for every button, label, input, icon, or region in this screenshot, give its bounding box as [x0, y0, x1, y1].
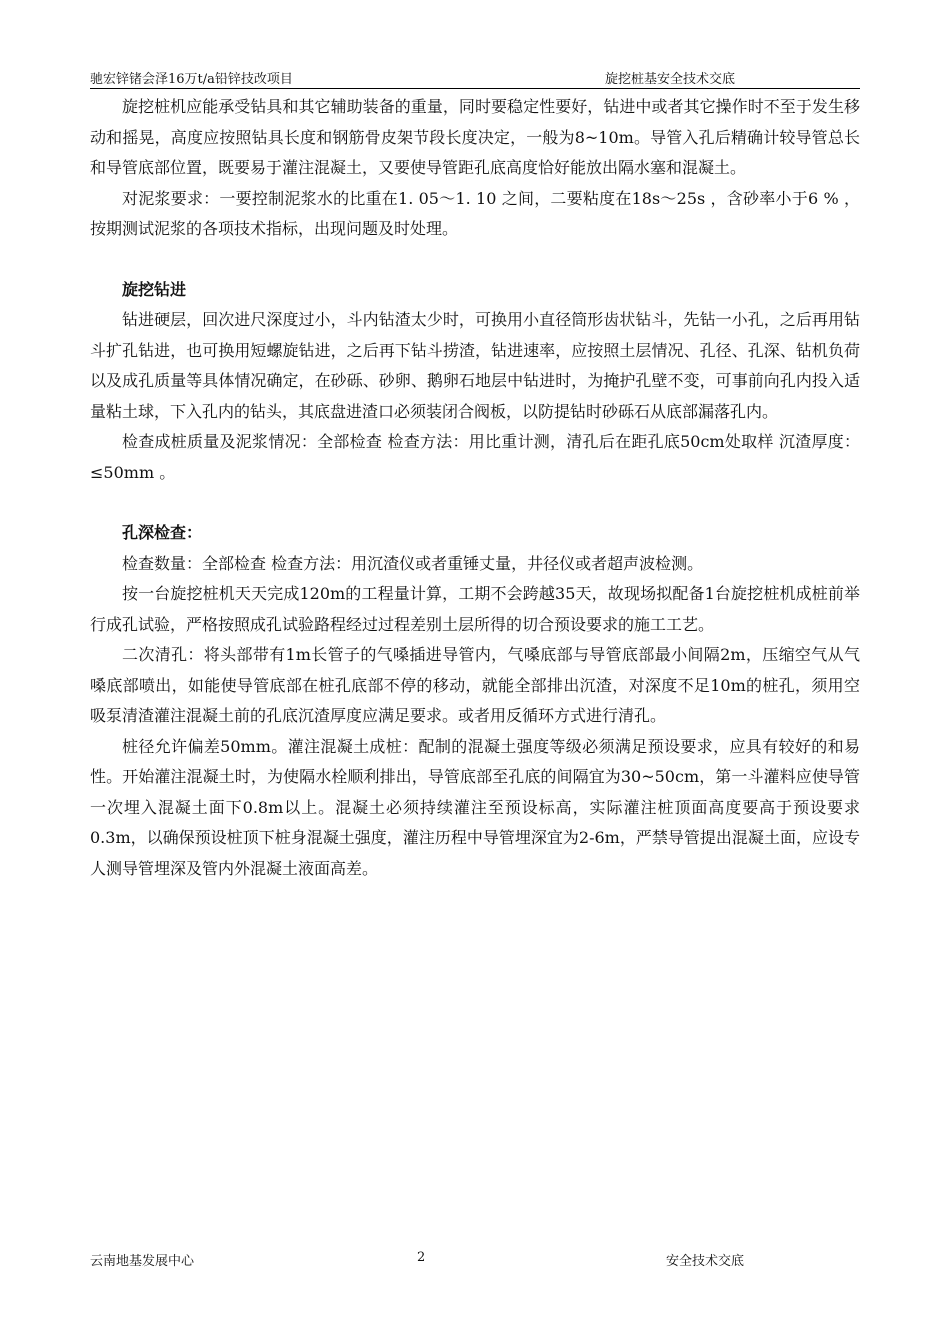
paragraph-drill-rig: 旋挖桩机应能承受钻具和其它辅助装备的重量，同时要稳定性要好，钻进中或者其它操作时不至于发生移动和摇晃，高度应按照钻具长度和钢筋骨皮架节段长度决定，一般为8~10m。导管入孔后精确计较导管总长和导管底部位置，既要易于灌注混凝土，又要使导管距孔底高度恰好能放出隔水塞和混凝土。	[90, 97, 860, 177]
footer-organization: 云南地基发展中心	[90, 1254, 195, 1269]
paragraph-check-quantity: 检查数量：全部检查 检查方法：用沉渣仪或者重锤丈量，井径仪或者超声波检测。	[122, 553, 704, 573]
paragraph-pile-quality-check: 检查成桩质量及泥浆情况：全部检查 检查方法：用比重计测，清孔后在距孔底50cm处取样 沉渣厚度：≤50mm 。	[90, 432, 860, 482]
header-document-title: 旋挖桩基安全技术交底	[605, 72, 736, 87]
paragraph-schedule: 按一台旋挖桩机天天完成120m的工程量计算，工期不会跨越35天，故现场拟配备1台旋挖桩机成桩前举行成孔试验，严格按照成孔试验路程经过过程差别土层所得的切合预设要求的施工工艺。	[90, 584, 860, 634]
paragraph-mud-requirements: 对泥浆要求：一要控制泥浆水的比重在1. 05～1. 10 之间，二要粘度在18s～25s ，含砂率小于6 % ，按期测试泥浆的各项技术指标，出现问题及时处理。	[90, 188, 860, 238]
header-project-title: 驰宏锌锗会泽16万t/a铅锌技改项目	[90, 72, 293, 87]
paragraph-concrete-pouring: 桩径允许偏差50mm。灌注混凝土成桩：配制的混凝土强度等级必须满足预设要求，应具有较好的和易性。开始灌注混凝土时，为使隔水栓顺利排出，导管底部至孔底的间隔宜为30~50cm，第一斗灌料应使导管一次埋入混凝土面下0.8m以上。混凝土必须持续灌注至预设标高，实际灌注桩顶面高度要高于预设要求0.3m，以确保预设桩顶下桩身混凝土强度，灌注历程中导管埋深宜为2-6m，严禁导管提出混凝土面，应设专人测导管埋深及管内外混凝土液面高差。	[90, 736, 860, 878]
section-gap	[90, 245, 860, 275]
heading-rotary-drilling: 旋挖钻进	[122, 279, 187, 299]
page-number: 2	[417, 1250, 426, 1265]
document-body	[90, 92, 860, 884]
heading-hole-depth-check: 孔深检查：	[122, 523, 203, 542]
paragraph-secondary-cleaning: 二次清孔：将头部带有1m长管子的气嗓插进导管内，气嗓底部与导管底部最小间隔2m，压缩空气从气嗓底部喷出，如能使导管底部在桩孔底部不停的移动，就能全部排出沉渣，对深度不足10m的桩孔，须用空吸泵清渣灌注混凝土前的孔底沉渣厚度应满足要求。或者用反循环方式进行清孔。	[90, 645, 860, 725]
section-gap	[90, 488, 860, 518]
paragraph-hard-layer-drilling: 钻进硬层，回次进尺深度过小，斗内钻渣太少时，可换用小直径筒形齿状钻斗，先钻一小孔，之后再用钻斗扩孔钻进，也可换用短螺旋钻进，之后再下钻斗捞渣，钻进速率，应按照土层情况、孔径、孔深、钻机负荷以及成孔质量等具体情况确定，在砂砾、砂卵、鹅卵石地层中钻进时，为掩护孔壁不变，可事前向孔内投入适量粘土球，下入孔内的钻头，其底盘进渣口必须装闭合阀板，以防提钻时砂砾石从底部漏落孔内。	[90, 310, 860, 421]
footer-document-type: 安全技术交底	[666, 1254, 745, 1269]
page-footer	[90, 1250, 860, 1270]
page-header	[90, 66, 860, 89]
